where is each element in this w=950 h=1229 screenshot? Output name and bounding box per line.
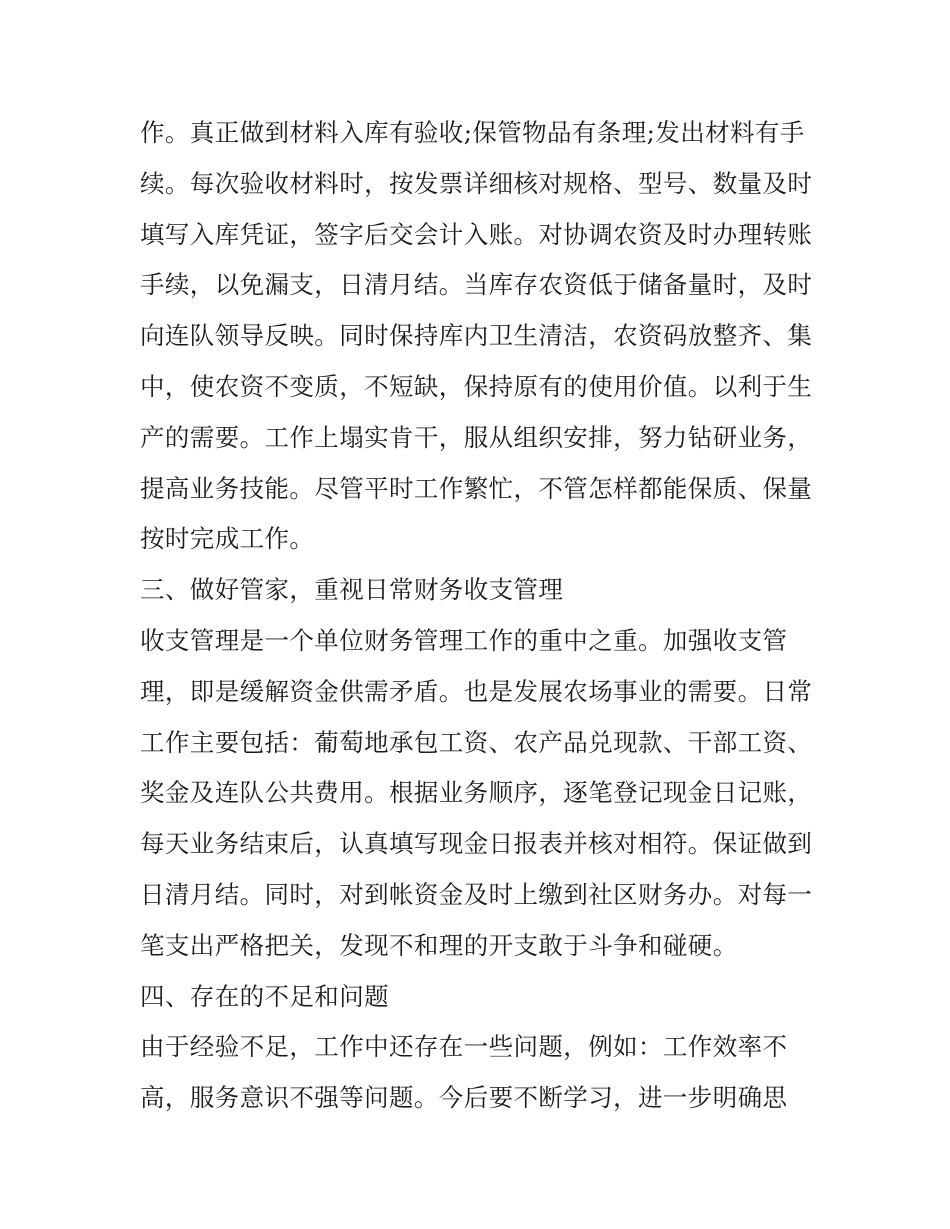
- text-line: 收支管理是一个单位财务管理工作的重中之重。加强收支管: [140, 625, 788, 655]
- text-line: 手续，以免漏支，日清月结。当库存农资低于储备量时，及时: [140, 270, 813, 300]
- text-line: 工作主要包括：葡萄地承包工资、农产品兑现款、干部工资、: [140, 727, 813, 757]
- text-line: 填写入库凭证，签字后交会计入账。对协调农资及时办理转账: [140, 219, 813, 249]
- section-heading-3: 三、做好管家，重视日常财务收支管理: [140, 575, 564, 605]
- text-line: 奖金及连队公共费用。根据业务顺序，逐笔登记现金日记账，: [140, 778, 813, 808]
- text-line: 高，服务意识不强等问题。今后要不断学习，进一步明确思: [140, 1083, 788, 1113]
- body-text: [140, 108, 820, 1124]
- text-line: 向连队领导反映。同时保持库内卫生清洁，农资码放整齐、集: [140, 321, 813, 351]
- text-line: 按时完成工作。: [140, 524, 315, 554]
- text-line: 产的需要。工作上塌实肯干，服从组织安排，努力钻研业务，: [140, 422, 813, 452]
- text-line: 笔支出严格把关，发现不和理的开支敢于斗争和碰硬。: [140, 930, 738, 960]
- text-line: 续。每次验收材料时，按发票详细核对规格、型号、数量及时: [140, 168, 813, 198]
- text-line: 理，即是缓解资金供需矛盾。也是发展农场事业的需要。日常: [140, 676, 813, 706]
- section-heading-4: 四、存在的不足和问题: [140, 981, 389, 1011]
- text-line: 提高业务技能。尽管平时工作繁忙，不管怎样都能保质、保量: [140, 473, 813, 503]
- text-line: 作。真正做到材料入库有验收;保管物品有条理;发出材料有手: [140, 118, 805, 147]
- text-line: 日清月结。同时，对到帐资金及时上缴到社区财务办。对每一: [140, 879, 813, 909]
- text-line: 中，使农资不变质，不短缺，保持原有的使用价值。以利于生: [140, 371, 813, 401]
- text-line: 由于经验不足，工作中还存在一些问题，例如：工作效率不: [140, 1032, 788, 1062]
- text-line: 每天业务结束后，认真填写现金日报表并核对相符。保证做到: [140, 829, 813, 859]
